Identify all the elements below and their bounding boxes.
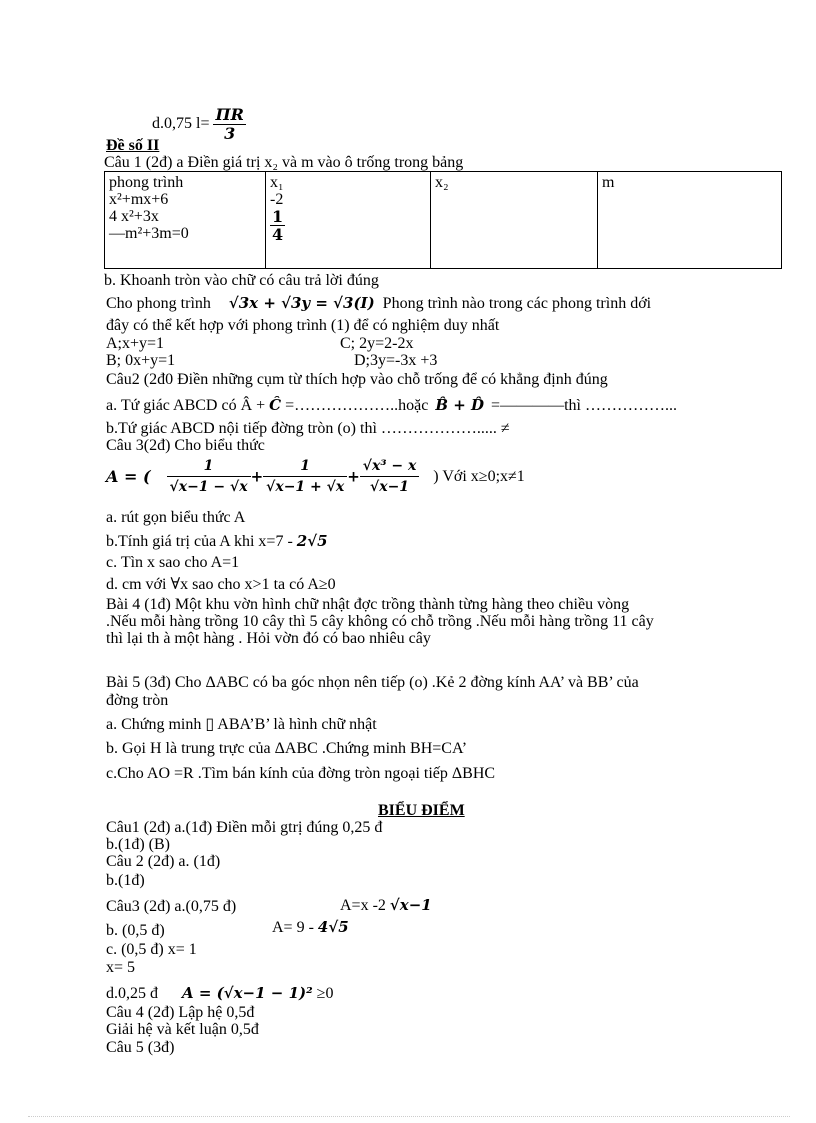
table-cell: -2 (270, 191, 284, 208)
top-fraction (213, 106, 245, 143)
expr-f3-den: √x−1 (370, 479, 410, 495)
top-line (152, 106, 246, 143)
bd-line-6b (272, 918, 349, 937)
expr-f2-num: 1 (263, 458, 347, 477)
expr-f3-num: √x³ − x (360, 458, 420, 477)
option-b: B; 0x+y=1 (106, 352, 176, 369)
cau3-text: Câu 3(2đ) Cho biểu thức (106, 437, 265, 454)
table-col-x2 (431, 172, 598, 269)
expr-f2-den: √x−1 + √x (266, 479, 345, 495)
cau1a-text: Câu 1 (2đ) a Điền giá trị x₂ và m vào ô trống trong bảng (104, 154, 464, 171)
bd-line-2: b.(1đ) (B) (106, 836, 170, 853)
bd-line-11: Giải hệ và kết luận 0,5đ (106, 1021, 259, 1038)
table-cell: —m²+3m=0 (109, 225, 189, 242)
c3b-line (106, 532, 328, 551)
expr-lhs: A = ( (106, 467, 151, 486)
bai5-line-5: c.Cho AO =R .Tìm bán kính của đờng tròn ngoại tiếp ΔBHC (106, 765, 496, 782)
bd-9-text: d.0,25 đ (106, 985, 158, 1002)
option-a: A;x+y=1 (106, 335, 165, 352)
bai4-line-3: thì lại th à một hàng . Hỏi vờn đó có bao nhiêu cây (106, 630, 431, 647)
cau2a-part2: =………………..hoặc (285, 397, 429, 414)
expr-f1-num: 1 (167, 458, 251, 477)
c3b-text: b.Tính giá trị của A khi x=7 - (106, 533, 297, 550)
table-col-m (598, 172, 782, 269)
de-title: Đề số II (106, 137, 160, 154)
bd-6b-text: A= 9 - (272, 919, 318, 936)
expr-frac-3 (360, 458, 420, 495)
table-frac-num: 1 (272, 207, 284, 226)
page-bottom-rule (28, 1116, 790, 1117)
c3b-math: 2√5 (296, 532, 328, 550)
bai5-line-3: a. Chứng minh ▯ ABA’B’ là hình chữ nhật (106, 716, 377, 733)
pt-suffix: Phong trình nào trong các phong trình dới (382, 295, 652, 312)
c3c-text: c. Tìn x sao cho A=1 (106, 554, 240, 571)
table-fraction (270, 208, 285, 243)
bd-line-10: Câu 4 (2đ) Lập hệ 0,5đ (106, 1004, 255, 1021)
bd-5b-text: A=x -2 (340, 897, 390, 914)
cau2a-line (106, 396, 677, 415)
equation-line (106, 294, 651, 313)
table-col-x1 (266, 172, 431, 269)
pt-prefix: Cho phong trình (106, 295, 211, 312)
option-d: D;3y=-3x +3 (354, 352, 438, 369)
cau2-text: Câu2 (2đ0 Điền những cụm từ thích hợp vào chỗ trống để có khẳng định đúng (106, 371, 608, 388)
bd-9-geq: ≥0 (312, 985, 334, 1002)
table-col-equations (105, 172, 266, 269)
pt-line2: đây có thể kết hợp với phong trình (1) để có nghiệm duy nhất (106, 317, 500, 334)
bd-line-3: Câu 2 (2đ) a. (1đ) (106, 853, 221, 870)
cau1b-text: b. Khoanh tròn vào chữ có câu trả lời đúng (104, 272, 379, 289)
bd-line-1: Câu1 (2đ) a.(1đ) Điền mỗi gtrị đúng 0,25 đ (106, 819, 383, 836)
bd-line-9 (106, 984, 333, 1003)
table-cell: x²+mx+6 (109, 191, 169, 208)
bd-6b-math: 4√5 (317, 918, 349, 936)
table-header-x1: x₁ (270, 174, 284, 191)
table-header-m: m (602, 174, 615, 191)
values-table (104, 171, 782, 269)
top-frac-den: 3 (224, 124, 236, 143)
cau2a-part1: a. Tứ giác ABCD có Â + (106, 397, 266, 414)
top-prefix: d.0,75 l= (152, 115, 210, 133)
bieu-diem-title: BIỂU ĐIỂM (378, 802, 465, 819)
expr-frac-2 (263, 458, 347, 495)
c3a-text: a. rút gọn biểu thức A (106, 509, 246, 526)
pt-math: √3x + √3y = √3(I) (228, 294, 375, 312)
bd-line-5b (340, 896, 432, 915)
bai5-line-2: đờng tròn (106, 692, 169, 709)
table-cell: phong trình (109, 174, 184, 191)
bd-line-8: x= 5 (106, 959, 136, 976)
table-cell: 4 x²+3x (109, 208, 159, 225)
expr-f1-den: √x−1 − √x (169, 479, 248, 495)
bd-line-6a: b. (0,5 đ) (106, 922, 165, 939)
cau2a-part3: =————thì ……………... (491, 397, 677, 414)
bai5-line-1: Bài 5 (3đ) Cho ΔABC có ba góc nhọn nên tiếp (o) .Kẻ 2 đờng kính AA’ và BB’ của (106, 674, 639, 691)
table-frac-den: 4 (272, 225, 284, 244)
bd-5b-math: √x−1 (389, 896, 432, 914)
table-header-x2: x₂ (435, 174, 449, 191)
cau2a-angle-c: Ĉ (269, 396, 282, 414)
bd-line-5a: Câu3 (2đ) a.(0,75 đ) (106, 898, 237, 915)
top-frac-num: ΠR (215, 105, 244, 124)
bd-line-12: Câu 5 (3đ) (106, 1039, 175, 1056)
c3d-text: d. cm với ∀x sao cho x>1 ta có A≥0 (106, 576, 336, 593)
option-c: C; 2y=2-2x (340, 335, 414, 352)
expr-frac-1 (167, 458, 251, 495)
expr-rhs: ) Với x≥0;x≠1 (433, 467, 525, 485)
bai5-line-4: b. Gọi H là trung trực của ΔABC .Chứng minh BH=CA’ (106, 740, 468, 757)
bd-9-math: A = (√x−1 − 1)² (182, 984, 313, 1002)
cau2b-text: b.Tứ giác ABCD nội tiếp đờng tròn (o) thì ………………..... ≠ (106, 420, 510, 437)
bd-line-7: c. (0,5 đ) x= 1 (106, 941, 197, 958)
bd-line-4: b.(1đ) (106, 872, 145, 889)
expression-a: A = ( $\frac{1}{√x-1 - √x}$ + $\frac{1}{√x-1 + √x}$ + $\frac{\text{√x³ − x}}{√x-1}$ ) Với x≥0;x≠1 (106, 458, 525, 495)
bai4-line-1: Bài 4 (1đ) Một khu vờn hình chữ nhật đợc trồng thành từng hàng theo chiều vòng (106, 596, 630, 613)
cau2a-angles-bd: B̂ + D̂ (435, 396, 485, 414)
bai4-line-2: .Nếu mỗi hàng trồng 10 cây thì 5 cây không có chỗ trồng .Nếu mỗi hàng trồng 11 cây (106, 613, 654, 630)
